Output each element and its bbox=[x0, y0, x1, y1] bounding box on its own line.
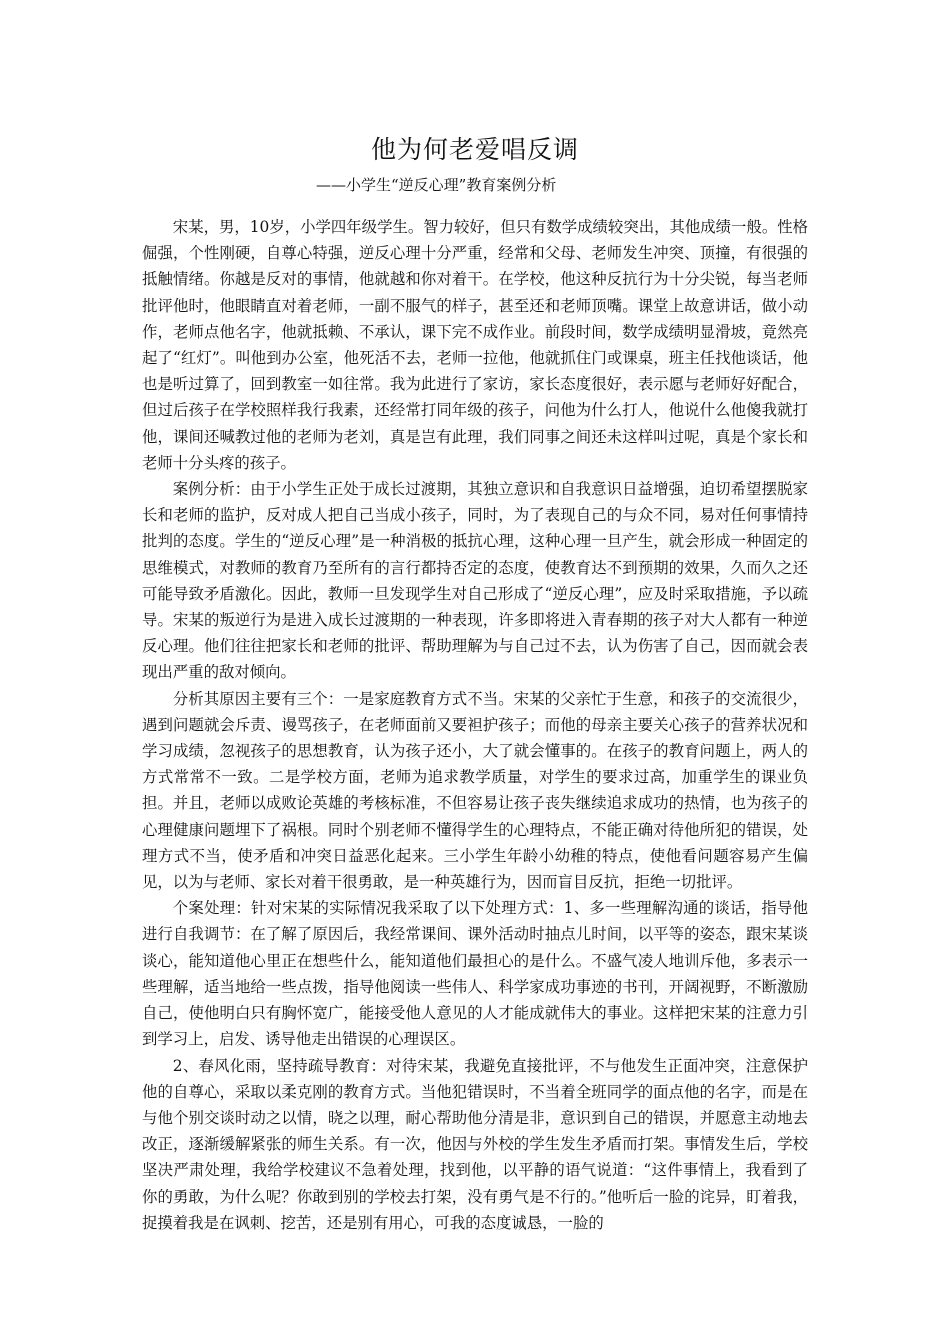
paragraph-cause-analysis: 分析其原因主要有三个：一是家庭教育方式不当。宋某的父亲忙于生意，和孩子的交流很少，遇到问题就会斥责、谩骂孩子，在老师面前又要袒护孩子；而他的母亲主要关心孩子的营养状况和学习成绩，忽视孩子的思想教育，认为孩子还小，大了就会懂事的。在孩子的教育问题上，两人的方式常常不一致。二是学校方面，老师为追求教学质量，对学生的要求过高，加重学生的课业负担。并且，老师以成败论英雄的考核标准，不但容易让孩子丧失继续追求成功的热情，也为孩子的心理健康问题埋下了祸根。同时个别老师不懂得学生的心理特点，不能正确对待他所犯的错误，处理方式不当，使矛盾和冲突日益恶化起来。三小学生年龄小幼稚的特点，使他看问题容易产生偏见，以为与老师、家长对着干很勇敢，是一种英雄行为，因而盲目反抗，拒绝一切批评。 bbox=[142, 689, 808, 892]
paragraph-case-description: 宋某，男，10岁，小学四年级学生。智力较好，但只有数学成绩较突出，其他成绩一般。性格倔强，个性刚硬，自尊心特强，逆反心理十分严重，经常和父母、老师发生冲突、顶撞，有很强的抵触情绪。你越是反对的事情，他就越和你对着干。在学校，他这种反抗行为十分尖锐，每当老师批评他时，他眼睛直对着老师，一副不服气的样子，甚至还和老师顶嘴。课堂上故意讲话，做小动作，老师点他名字，他就抵赖、不承认，课下完不成作业。前段时间，数学成绩明显滑坡，竟然亮起了“红灯”。叫他到办公室，他死活不去，老师一拉他，他就抓住门或课桌，班主任找他谈话，他也是听过算了，回到教室一如往常。我为此进行了家访，家长态度很好，表示愿与老师好好配合，但过后孩子在学校照样我行我素，还经常打同年级的孩子，问他为什么打人，他说什么他傻我就打他，课间还喊教过他的老师为老刘，真是岂有此理，我们同事之间还未这样叫过呢，真是个家长和老师十分头疼的孩子。 bbox=[142, 218, 809, 472]
paragraph-case-handling: 个案处理：针对宋某的实际情况我采取了以下处理方式：1、多一些理解沟通的谈话，指导他进行自我调节：在了解了原因后，我经常课间、课外活动时抽点儿时间，以平等的姿态，跟宋某谈谈心，能知道他心里正在想些什么，能知道他们最担心的是什么。不盛气凌人地训斥他，多表示一些理解，适当地给一些点拨，指导他阅读一些伟人、科学家成功事迹的书刊，开阔视野，不断激励自己，使他明白只有胸怀宽广，能接受他人意见的人才能成就伟大的事业。这样把宋某的注意力引到学习上，启发、诱导他走出错误的心理误区。 bbox=[142, 899, 808, 1049]
document-subtitle: ——小学生“逆反心理”教育案例分析 bbox=[316, 176, 557, 194]
document-page bbox=[142, 130, 808, 1236]
paragraph-guidance-education: 2、春风化雨，坚持疏导教育：对待宋某，我避免直接批评，不与他发生正面冲突，注意保护他的自尊心，采取以柔克刚的教育方式。当他犯错误时，不当着全班同学的面点他的名字，而是在与他个别交谈时动之以情，晓之以理，耐心帮助他分清是非，意识到自己的错误，并愿意主动地去改正，逐渐缓解紧张的师生关系。有一次，他因与外校的学生发生矛盾而打架。事情发生后，学校坚决严肃处理，我给学校建议不急着处理，找到他，以平静的语气说道：“这件事情上，我看到了你的勇敢，为什么呢？你敢到别的学校去打架，没有勇气是不行的。”他听后一脸的诧异，盯着我，捉摸着我是在讽刺、挖苦，还是别有用心，可我的态度诚恳，一脸的 bbox=[142, 1056, 808, 1232]
paragraph-case-analysis: 案例分析：由于小学生正处于成长过渡期，其独立意识和自我意识日益增强，迫切希望摆脱家长和老师的监护，反对成人把自己当成小孩子，同时，为了表现自己的与众不同，易对任何事情持批判的态度。学生的“逆反心理”是一种消极的抵抗心理，这种心理一旦产生，就会形成一种固定的思维模式，对教师的教育乃至所有的言行都持否定的态度，使教育达不到预期的效果，久而久之还可能导致矛盾激化。因此，教师一旦发现学生对自己形成了“逆反心理”，应及时采取措施，予以疏导。宋某的叛逆行为是进入成长过渡期的一种表现，许多即将进入青春期的孩子对大人都有一种逆反心理。他们往往把家长和老师的批评、帮助理解为与自己过不去，认为伤害了自己，因而就会表现出严重的敌对倾向。 bbox=[142, 480, 808, 682]
document-title: 他为何老爱唱反调 bbox=[370, 135, 579, 164]
document-body bbox=[142, 214, 808, 1236]
